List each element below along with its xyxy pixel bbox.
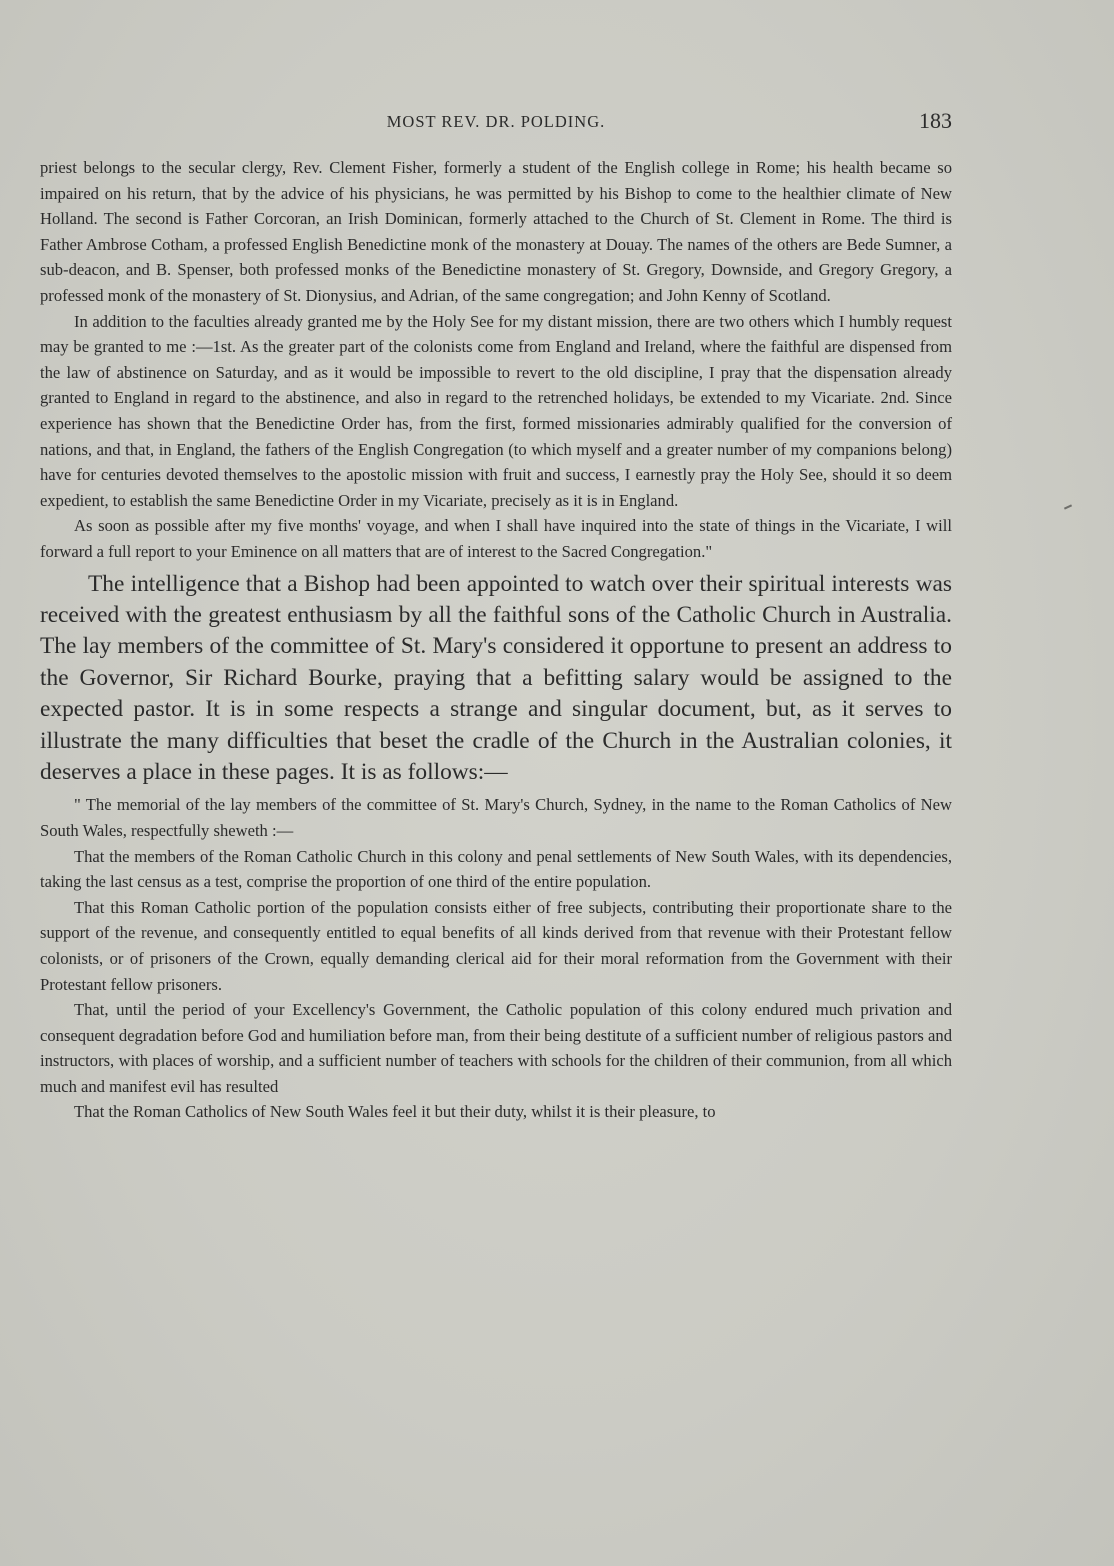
- running-title: MOST REV. DR. POLDING.: [386, 112, 606, 131]
- paragraph-7: That this Roman Catholic portion of the population consists either of free subjects, contributing their proportionate share to the support of the revenue, and consequently entitled to equal benefits of all kinds derived from that revenue with their Protestant fellow colonists, or of prisoners of the Crown, equally demanding clerical aid for their moral reformation from the Government with their Protestant fellow prisoners.: [40, 897, 952, 994]
- paper-speck: [1064, 504, 1072, 509]
- paragraph-3: As soon as possible after my five months' voyage, and when I shall have inquired into the state of things in the Vicariate, I will forward a full report to your Eminence on all matters that are of interest to the Sacred Congregation.": [40, 516, 952, 561]
- paragraph-9: That the Roman Catholics of New South Wales feel it but their duty, whilst it is their pleasure, to: [74, 1102, 716, 1122]
- paragraph-2: In addition to the faculties already granted me by the Holy See for my distant mission, there are two others which I humbly request may be granted to me :—1st. As the greater part of the colonists come from England and Ireland, where the faithful are dispensed from the law of abstinence on Saturday, and as it would be impossible to revert to the old discipline, I pray that the dispensation already granted to England in regard to the abstinence, and also in regard to the retrenched holidays, be extended to my Vicariate. 2nd. Since experience has shown that the Benedictine Order has, from the first, formed missionaries admirably qualified for the conversion of nations, and that, in England, the fathers of the English Congregation (to which myself and a greater number of my companions belong) have for centuries devoted themselves to the apostolic mission with fruit and success, I earnestly pray the Holy See, should it so deem expedient, to establish the same Benedictine Order in my Vicariate, precisely as it is in England.: [40, 311, 952, 510]
- paragraph-6: That the members of the Roman Catholic Church in this colony and penal settlements of New South Wales, with its dependencies, taking the last census as a test, comprise the proportion of one third of the entire population.: [40, 846, 952, 892]
- paragraph-4-narrative: The intelligence that a Bishop had been appointed to watch over their spiritual interests was received with the greatest enthusiasm by all the faithful sons of the Catholic Church in Australia. The lay members of the committee of St. Mary's considered it opportune to present an address to the Governor, Sir Richard Bourke, praying that a befitting salary would be assigned to the expected pastor. It is in some respects a strange and singular document, but, as it serves to illustrate the many difficulties that beset the cradle of the Church in the Australian colonies, it deserves a place in these pages. It is as follows:—: [40, 570, 952, 785]
- page-number: 183: [919, 108, 952, 133]
- running-head: [40, 108, 952, 136]
- body-text: [40, 155, 952, 1125]
- paragraph-5-memorial-opening: " The memorial of the lay members of the committee of St. Mary's Church, Sydney, in the name to the Roman Catholics of New South Wales, respectfully sheweth :—: [40, 795, 952, 840]
- paragraph-8: That, until the period of your Excellency's Government, the Catholic population of this colony endured much privation and consequent degradation before God and humiliation before man, from their being destitute of a sufficient number of religious pastors and instructors, with places of worship, and a sufficient number of teachers with schools for the children of their communion, from all which much and manifest evil has resulted: [40, 1000, 952, 1096]
- paragraph-1: priest belongs to the secular clergy, Rev. Clement Fisher, formerly a student of the English college in Rome; his health became so impaired on his return, that by the advice of his physicians, he was permitted by his Bishop to come to the healthier climate of New Holland. The second is Father Corcoran, an Irish Dominican, formerly attached to the Church of St. Clement in Rome. The third is Father Ambrose Cotham, a professed English Benedictine monk of the monastery at Douay. The names of the others are Bede Sumner, a sub-deacon, and B. Spenser, both professed monks of the Benedictine monastery of St. Gregory, Downside, and Gregory Gregory, a professed monk of the monastery of St. Dionysius, and Adrian, of the same congregation; and John Kenny of Scotland.: [40, 158, 952, 305]
